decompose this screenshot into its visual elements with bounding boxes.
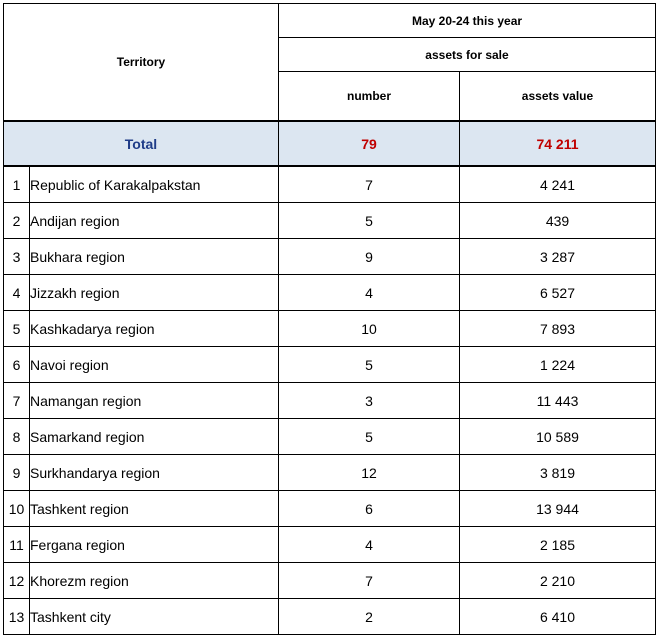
assets-for-sale-header: assets for sale bbox=[279, 38, 656, 72]
assets-value: 7 893 bbox=[460, 311, 656, 347]
total-row bbox=[4, 121, 656, 166]
table-row bbox=[4, 166, 656, 203]
assets-number: 10 bbox=[279, 311, 460, 347]
assets-value: 2 185 bbox=[460, 527, 656, 563]
assets-value: 4 241 bbox=[460, 166, 656, 203]
row-index: 11 bbox=[4, 527, 30, 563]
assets-value: 10 589 bbox=[460, 419, 656, 455]
assets-value: 1 224 bbox=[460, 347, 656, 383]
assets-number: 4 bbox=[279, 275, 460, 311]
total-value: 74 211 bbox=[460, 121, 656, 166]
assets-value: 11 443 bbox=[460, 383, 656, 419]
territory-header: Territory bbox=[4, 4, 279, 122]
table-row bbox=[4, 383, 656, 419]
assets-number: 5 bbox=[279, 347, 460, 383]
table-row bbox=[4, 239, 656, 275]
row-index: 2 bbox=[4, 203, 30, 239]
assets-value: 439 bbox=[460, 203, 656, 239]
row-index: 1 bbox=[4, 166, 30, 203]
number-column-header: number bbox=[279, 72, 460, 122]
table-row bbox=[4, 491, 656, 527]
territory-name: Tashkent region bbox=[30, 491, 279, 527]
assets-number: 2 bbox=[279, 599, 460, 635]
assets-number: 7 bbox=[279, 563, 460, 599]
territory-name: Jizzakh region bbox=[30, 275, 279, 311]
total-label: Total bbox=[4, 121, 279, 166]
table-row bbox=[4, 311, 656, 347]
assets-value: 6 410 bbox=[460, 599, 656, 635]
territory-name: Republic of Karakalpakstan bbox=[30, 166, 279, 203]
assets-number: 3 bbox=[279, 383, 460, 419]
row-index: 10 bbox=[4, 491, 30, 527]
assets-number: 6 bbox=[279, 491, 460, 527]
territory-name: Fergana region bbox=[30, 527, 279, 563]
table-body bbox=[4, 121, 656, 635]
table-header bbox=[4, 4, 656, 122]
table-row bbox=[4, 563, 656, 599]
row-index: 9 bbox=[4, 455, 30, 491]
assets-value: 3 819 bbox=[460, 455, 656, 491]
territory-name: Namangan region bbox=[30, 383, 279, 419]
row-index: 7 bbox=[4, 383, 30, 419]
assets-number: 7 bbox=[279, 166, 460, 203]
table-row bbox=[4, 419, 656, 455]
assets-value: 3 287 bbox=[460, 239, 656, 275]
row-index: 3 bbox=[4, 239, 30, 275]
row-index: 13 bbox=[4, 599, 30, 635]
table-row bbox=[4, 347, 656, 383]
assets-number: 5 bbox=[279, 203, 460, 239]
table-row bbox=[4, 455, 656, 491]
table-row bbox=[4, 527, 656, 563]
assets-value: 13 944 bbox=[460, 491, 656, 527]
territory-name: Samarkand region bbox=[30, 419, 279, 455]
territory-name: Navoi region bbox=[30, 347, 279, 383]
territory-name: Andijan region bbox=[30, 203, 279, 239]
table-row bbox=[4, 599, 656, 635]
period-header: May 20-24 this year bbox=[279, 4, 656, 38]
territory-name: Kashkadarya region bbox=[30, 311, 279, 347]
territory-name: Surkhandarya region bbox=[30, 455, 279, 491]
assets-value-column-header: assets value bbox=[460, 72, 656, 122]
territory-name: Tashkent city bbox=[30, 599, 279, 635]
row-index: 12 bbox=[4, 563, 30, 599]
row-index: 5 bbox=[4, 311, 30, 347]
territory-name: Khorezm region bbox=[30, 563, 279, 599]
territory-name: Bukhara region bbox=[30, 239, 279, 275]
total-number: 79 bbox=[279, 121, 460, 166]
assets-number: 9 bbox=[279, 239, 460, 275]
assets-value: 6 527 bbox=[460, 275, 656, 311]
assets-number: 4 bbox=[279, 527, 460, 563]
assets-table bbox=[3, 3, 656, 635]
assets-value: 2 210 bbox=[460, 563, 656, 599]
assets-number: 5 bbox=[279, 419, 460, 455]
table-row bbox=[4, 275, 656, 311]
row-index: 6 bbox=[4, 347, 30, 383]
row-index: 8 bbox=[4, 419, 30, 455]
assets-number: 12 bbox=[279, 455, 460, 491]
row-index: 4 bbox=[4, 275, 30, 311]
header-row-period bbox=[4, 4, 656, 38]
table-row bbox=[4, 203, 656, 239]
